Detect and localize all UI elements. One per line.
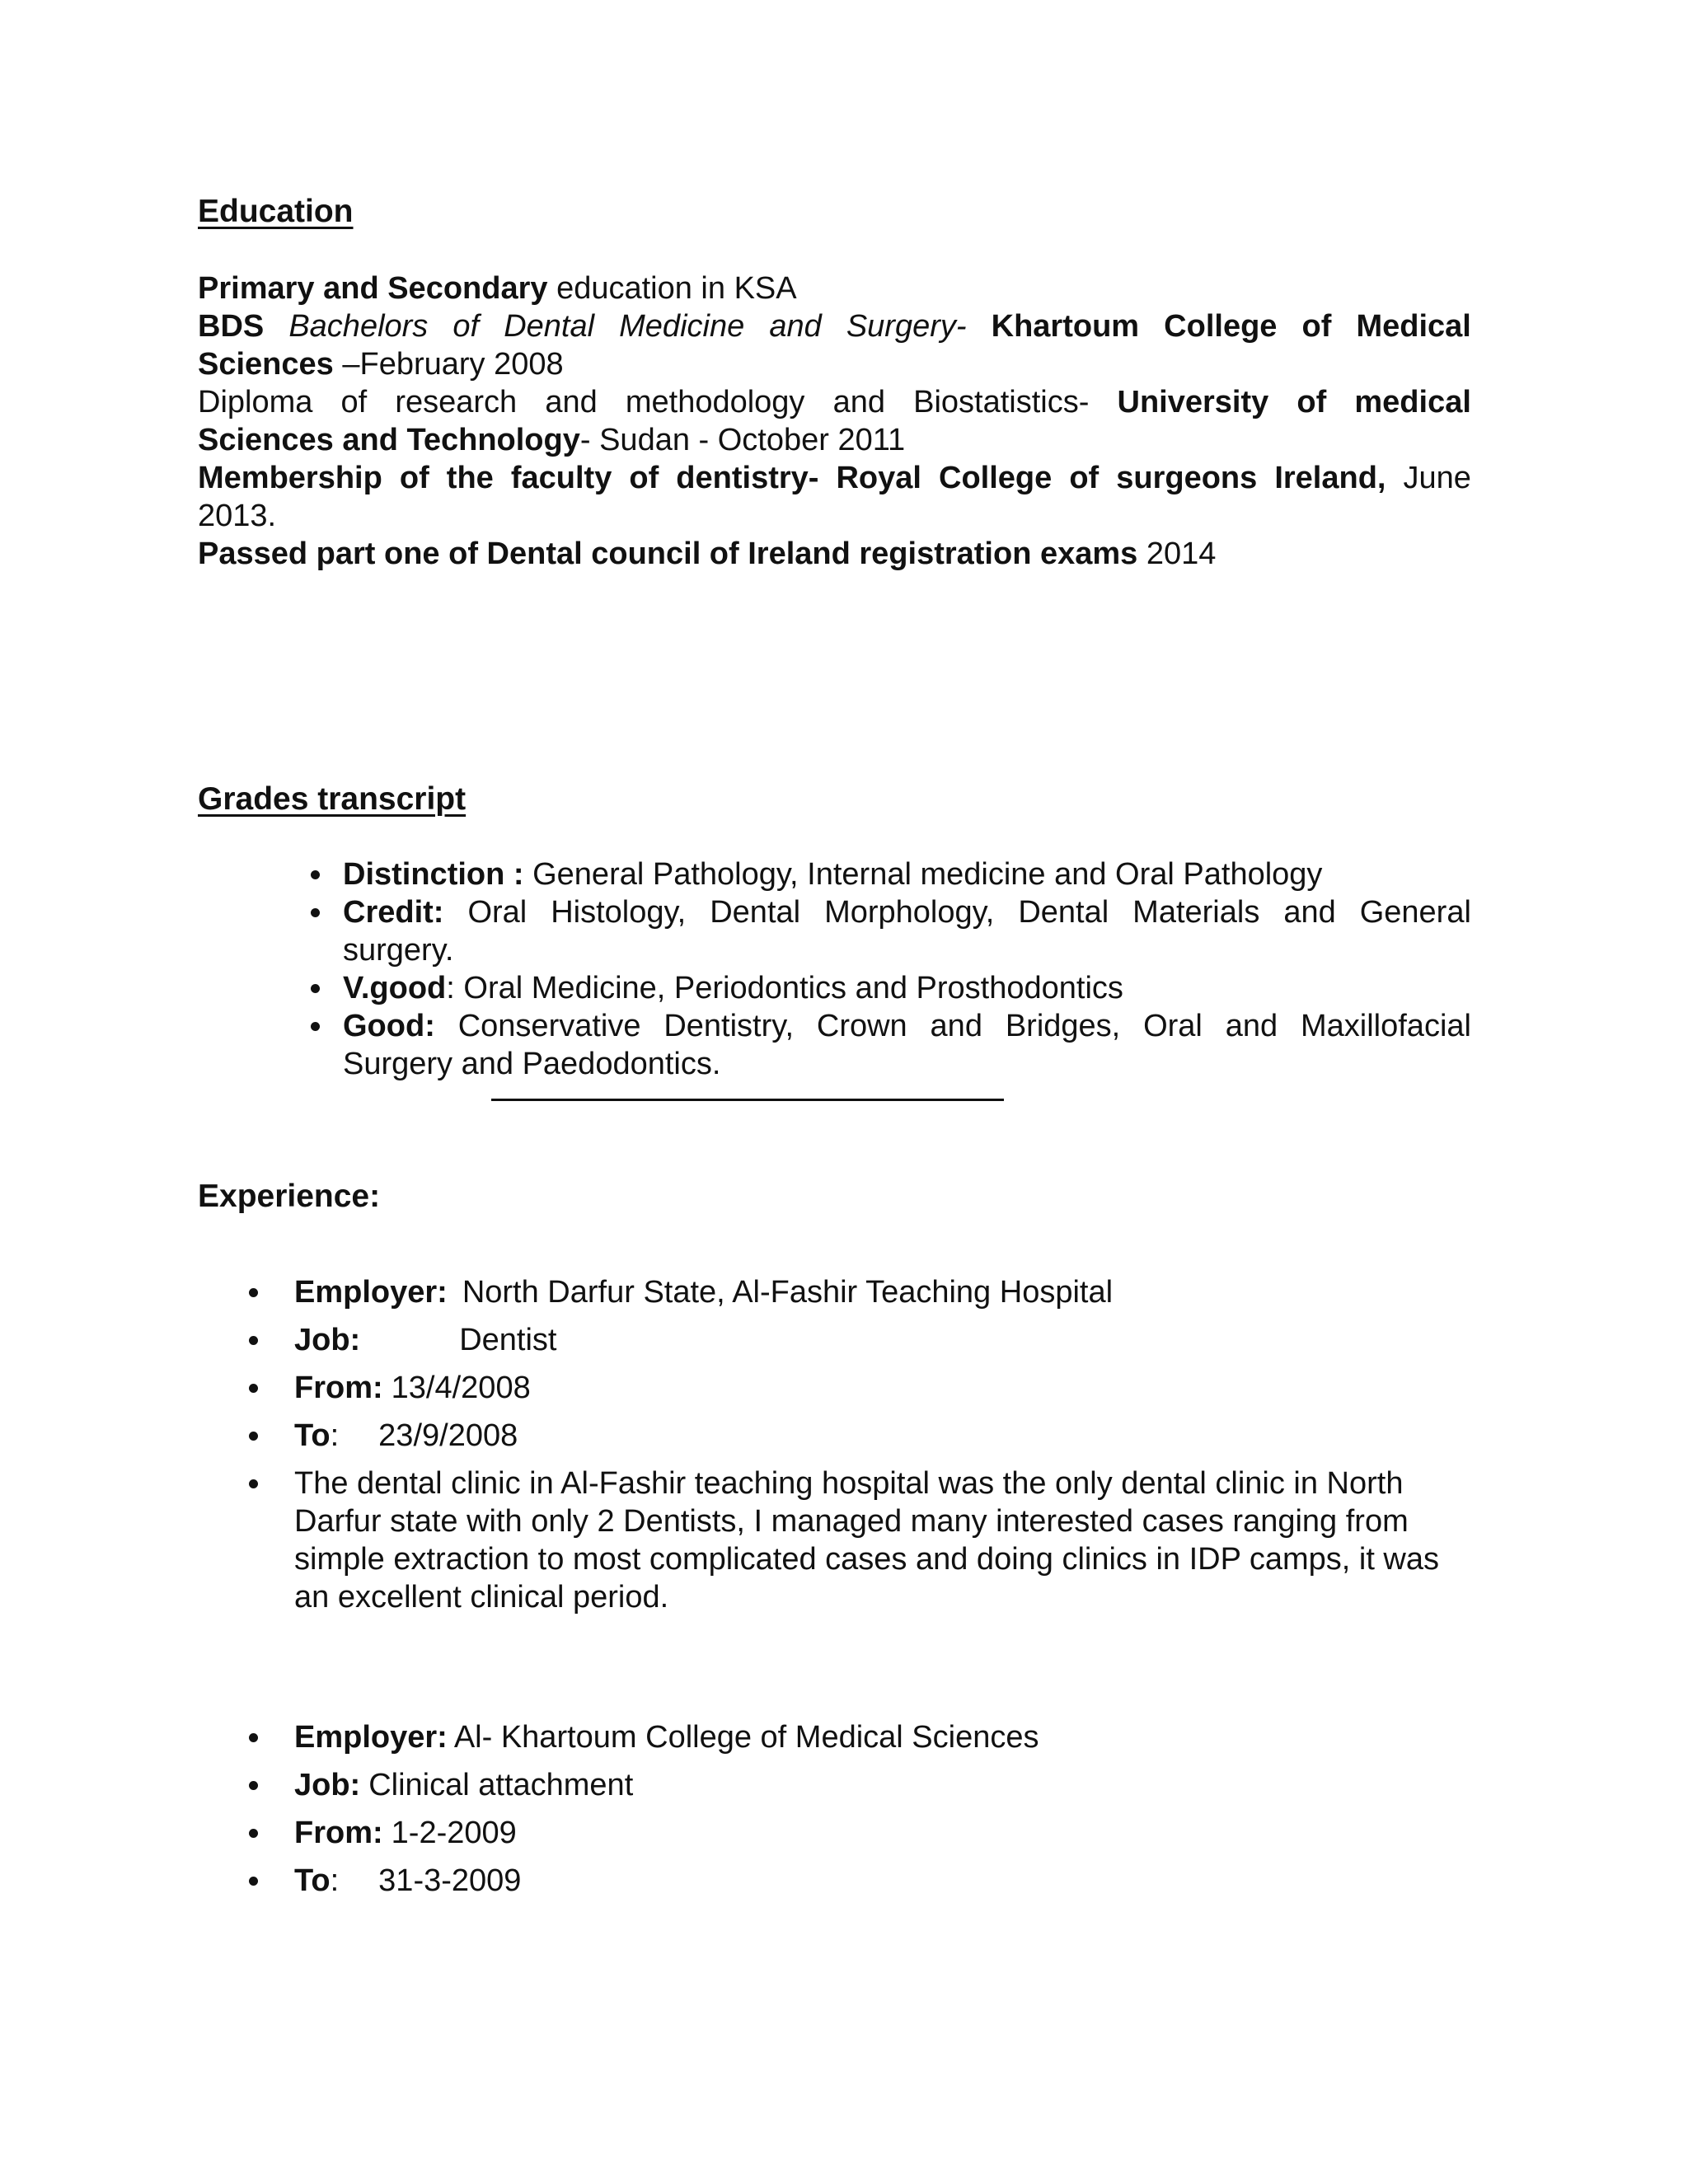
divider-line	[491, 1099, 1004, 1101]
credit-line-1	[343, 893, 1471, 931]
list-item	[198, 1862, 1471, 1910]
good-word: Maxillofacial	[1301, 1009, 1471, 1043]
credit-label: Credit:	[343, 895, 444, 930]
bds-word: Bachelors	[288, 309, 429, 344]
bds-word: College	[1164, 309, 1278, 344]
diploma-line-2	[198, 421, 1471, 459]
good-word: Bridges,	[1005, 1009, 1121, 1043]
credit-word: Histology,	[551, 895, 687, 930]
bullet-icon	[249, 1829, 258, 1838]
to-colon: :	[330, 1863, 340, 1898]
diploma-word: of	[1296, 385, 1327, 419]
credit-word: Dental	[1018, 895, 1109, 930]
education-heading: Education	[198, 194, 354, 229]
diploma-word: Biostatistics-	[913, 385, 1090, 419]
good-label: Good:	[343, 1009, 435, 1043]
employer-value: Al- Khartoum College of Medical Sciences	[453, 1720, 1039, 1755]
bds-word: Medical	[1356, 309, 1471, 344]
membership-word: College	[939, 461, 1053, 495]
to-label: To	[294, 1863, 331, 1898]
experience-heading: Experience:	[198, 1179, 381, 1214]
bullet-icon	[249, 1733, 258, 1742]
bullet-icon	[311, 908, 320, 917]
experience-job2-list	[198, 1718, 1471, 1910]
credit-word: Dental	[710, 895, 801, 930]
experience-job1-list	[198, 1273, 1471, 1616]
credit-word: Oral	[467, 895, 528, 930]
bullet-icon	[249, 1781, 258, 1790]
from-label: From:	[294, 1816, 383, 1850]
passed-exam-year: 2014	[1137, 537, 1217, 571]
credit-word: Materials	[1132, 895, 1260, 930]
bds-word: Medicine	[619, 309, 745, 344]
to-label: To	[294, 1418, 331, 1453]
list-item	[198, 1007, 1471, 1083]
credit-word: General	[1359, 895, 1471, 930]
list-item	[198, 1273, 1471, 1321]
passed-exam-bold: Passed part one of Dental council of Ireland registration exams	[198, 537, 1138, 571]
to-colon: :	[330, 1418, 340, 1453]
education-section	[198, 269, 1471, 573]
membership-word: Ireland,	[1274, 461, 1386, 495]
diploma-word: of	[340, 385, 368, 419]
membership-word: of	[1069, 461, 1100, 495]
good-line-2: Surgery and Paedodontics.	[343, 1047, 721, 1081]
job-description-line: simple extraction to most complicated cases and doing clinics in IDP camps, it was	[294, 1542, 1440, 1577]
primary-education-text: education in KSA	[547, 271, 797, 306]
good-word: Dentistry,	[663, 1009, 795, 1043]
from-label: From:	[294, 1371, 383, 1405]
good-word: Crown	[816, 1009, 907, 1043]
grades-heading: Grades transcript	[198, 781, 467, 817]
membership-year: 2013.	[198, 499, 277, 533]
credit-word: Morphology,	[824, 895, 995, 930]
list-item	[198, 969, 1471, 1007]
bullet-icon	[249, 1384, 258, 1393]
good-word: Conservative	[457, 1009, 641, 1043]
good-line-1	[343, 1007, 1471, 1045]
job-value: Clinical attachment	[368, 1768, 634, 1802]
list-item	[198, 1321, 1471, 1369]
credit-line-2: surgery.	[343, 933, 454, 968]
diploma-date: - Sudan - October 2011	[579, 423, 906, 457]
membership-word: of	[629, 461, 659, 495]
vgood-label: V.good	[343, 971, 447, 1005]
employer-value: North Darfur State, Al-Fashir Teaching Hospital	[462, 1275, 1114, 1310]
bds-word: and	[769, 309, 822, 344]
diploma-word: University	[1117, 385, 1269, 419]
good-word: Oral	[1143, 1009, 1203, 1043]
to-value: 31-3-2009	[378, 1863, 522, 1898]
bullet-icon	[311, 870, 320, 879]
passed-exam-line	[198, 535, 1471, 573]
bds-label: BDS	[198, 309, 265, 344]
job-description-line: The dental clinic in Al-Fashir teaching hospital was the only dental clinic in North	[294, 1466, 1404, 1501]
diploma-word: and	[832, 385, 885, 419]
list-item	[198, 1417, 1471, 1465]
bds-word: Khartoum	[991, 309, 1140, 344]
bullet-icon	[249, 1479, 258, 1488]
membership-word: Royal	[836, 461, 921, 495]
diploma-word: Diploma	[198, 385, 313, 419]
list-item	[198, 893, 1471, 969]
membership-word: Membership	[198, 461, 382, 495]
job-label: Job:	[294, 1768, 361, 1802]
diploma-word: methodology	[625, 385, 805, 419]
good-word: and	[930, 1009, 982, 1043]
distinction-line	[343, 855, 1471, 893]
diploma-institution: Sciences and Technology	[198, 423, 580, 457]
bullet-icon	[249, 1288, 258, 1297]
good-word: and	[1225, 1009, 1278, 1043]
diploma-line-1	[198, 383, 1471, 421]
list-item	[198, 855, 1471, 893]
bds-line-1	[198, 307, 1471, 345]
job-value: Dentist	[459, 1323, 557, 1357]
vgood-line	[343, 969, 1471, 1007]
distinction-text: General Pathology, Internal medicine and Oral Pathology	[523, 857, 1323, 892]
membership-month: June	[1403, 461, 1471, 495]
grades-list	[198, 855, 1471, 1083]
bds-word: of	[1301, 309, 1332, 344]
primary-education-bold: Primary and Secondary	[198, 271, 548, 306]
from-value: 1-2-2009	[391, 1816, 517, 1850]
membership-word: faculty	[510, 461, 612, 495]
job-label: Job:	[294, 1323, 361, 1357]
vgood-text: : Oral Medicine, Periodontics and Prosthodontics	[446, 971, 1123, 1005]
membership-word: dentistry-	[676, 461, 819, 495]
distinction-label: Distinction :	[343, 857, 524, 892]
bullet-icon	[249, 1877, 258, 1886]
bds-word: Dental	[504, 309, 595, 344]
to-value: 23/9/2008	[378, 1418, 518, 1453]
list-item	[198, 1766, 1471, 1814]
bds-word: of	[452, 309, 480, 344]
employer-label: Employer:	[294, 1720, 448, 1755]
bds-sciences: Sciences	[198, 347, 334, 382]
list-item	[198, 1465, 1471, 1616]
job-description-line: Darfur state with only 2 Dentists, I managed many interested cases ranging from	[294, 1504, 1409, 1539]
diploma-word: research	[395, 385, 518, 419]
bullet-icon	[311, 984, 320, 993]
job-description-line: an excellent clinical period.	[294, 1580, 669, 1615]
membership-word: the	[446, 461, 494, 495]
list-item	[198, 1369, 1471, 1417]
bullet-icon	[311, 1022, 320, 1031]
bds-line-2	[198, 345, 1471, 383]
bds-word: Surgery-	[846, 309, 967, 344]
credit-word: and	[1283, 895, 1336, 930]
primary-education-line	[198, 269, 1471, 307]
list-item	[198, 1814, 1471, 1862]
membership-word: of	[399, 461, 429, 495]
diploma-word: medical	[1354, 385, 1471, 419]
list-item	[198, 1718, 1471, 1766]
membership-line-1	[198, 459, 1471, 497]
bullet-icon	[249, 1336, 258, 1345]
bullet-icon	[249, 1432, 258, 1441]
employer-label: Employer:	[294, 1275, 448, 1310]
diploma-word: and	[545, 385, 598, 419]
membership-word: surgeons	[1116, 461, 1258, 495]
bds-date: –February 2008	[333, 347, 564, 382]
from-value: 13/4/2008	[391, 1371, 531, 1405]
